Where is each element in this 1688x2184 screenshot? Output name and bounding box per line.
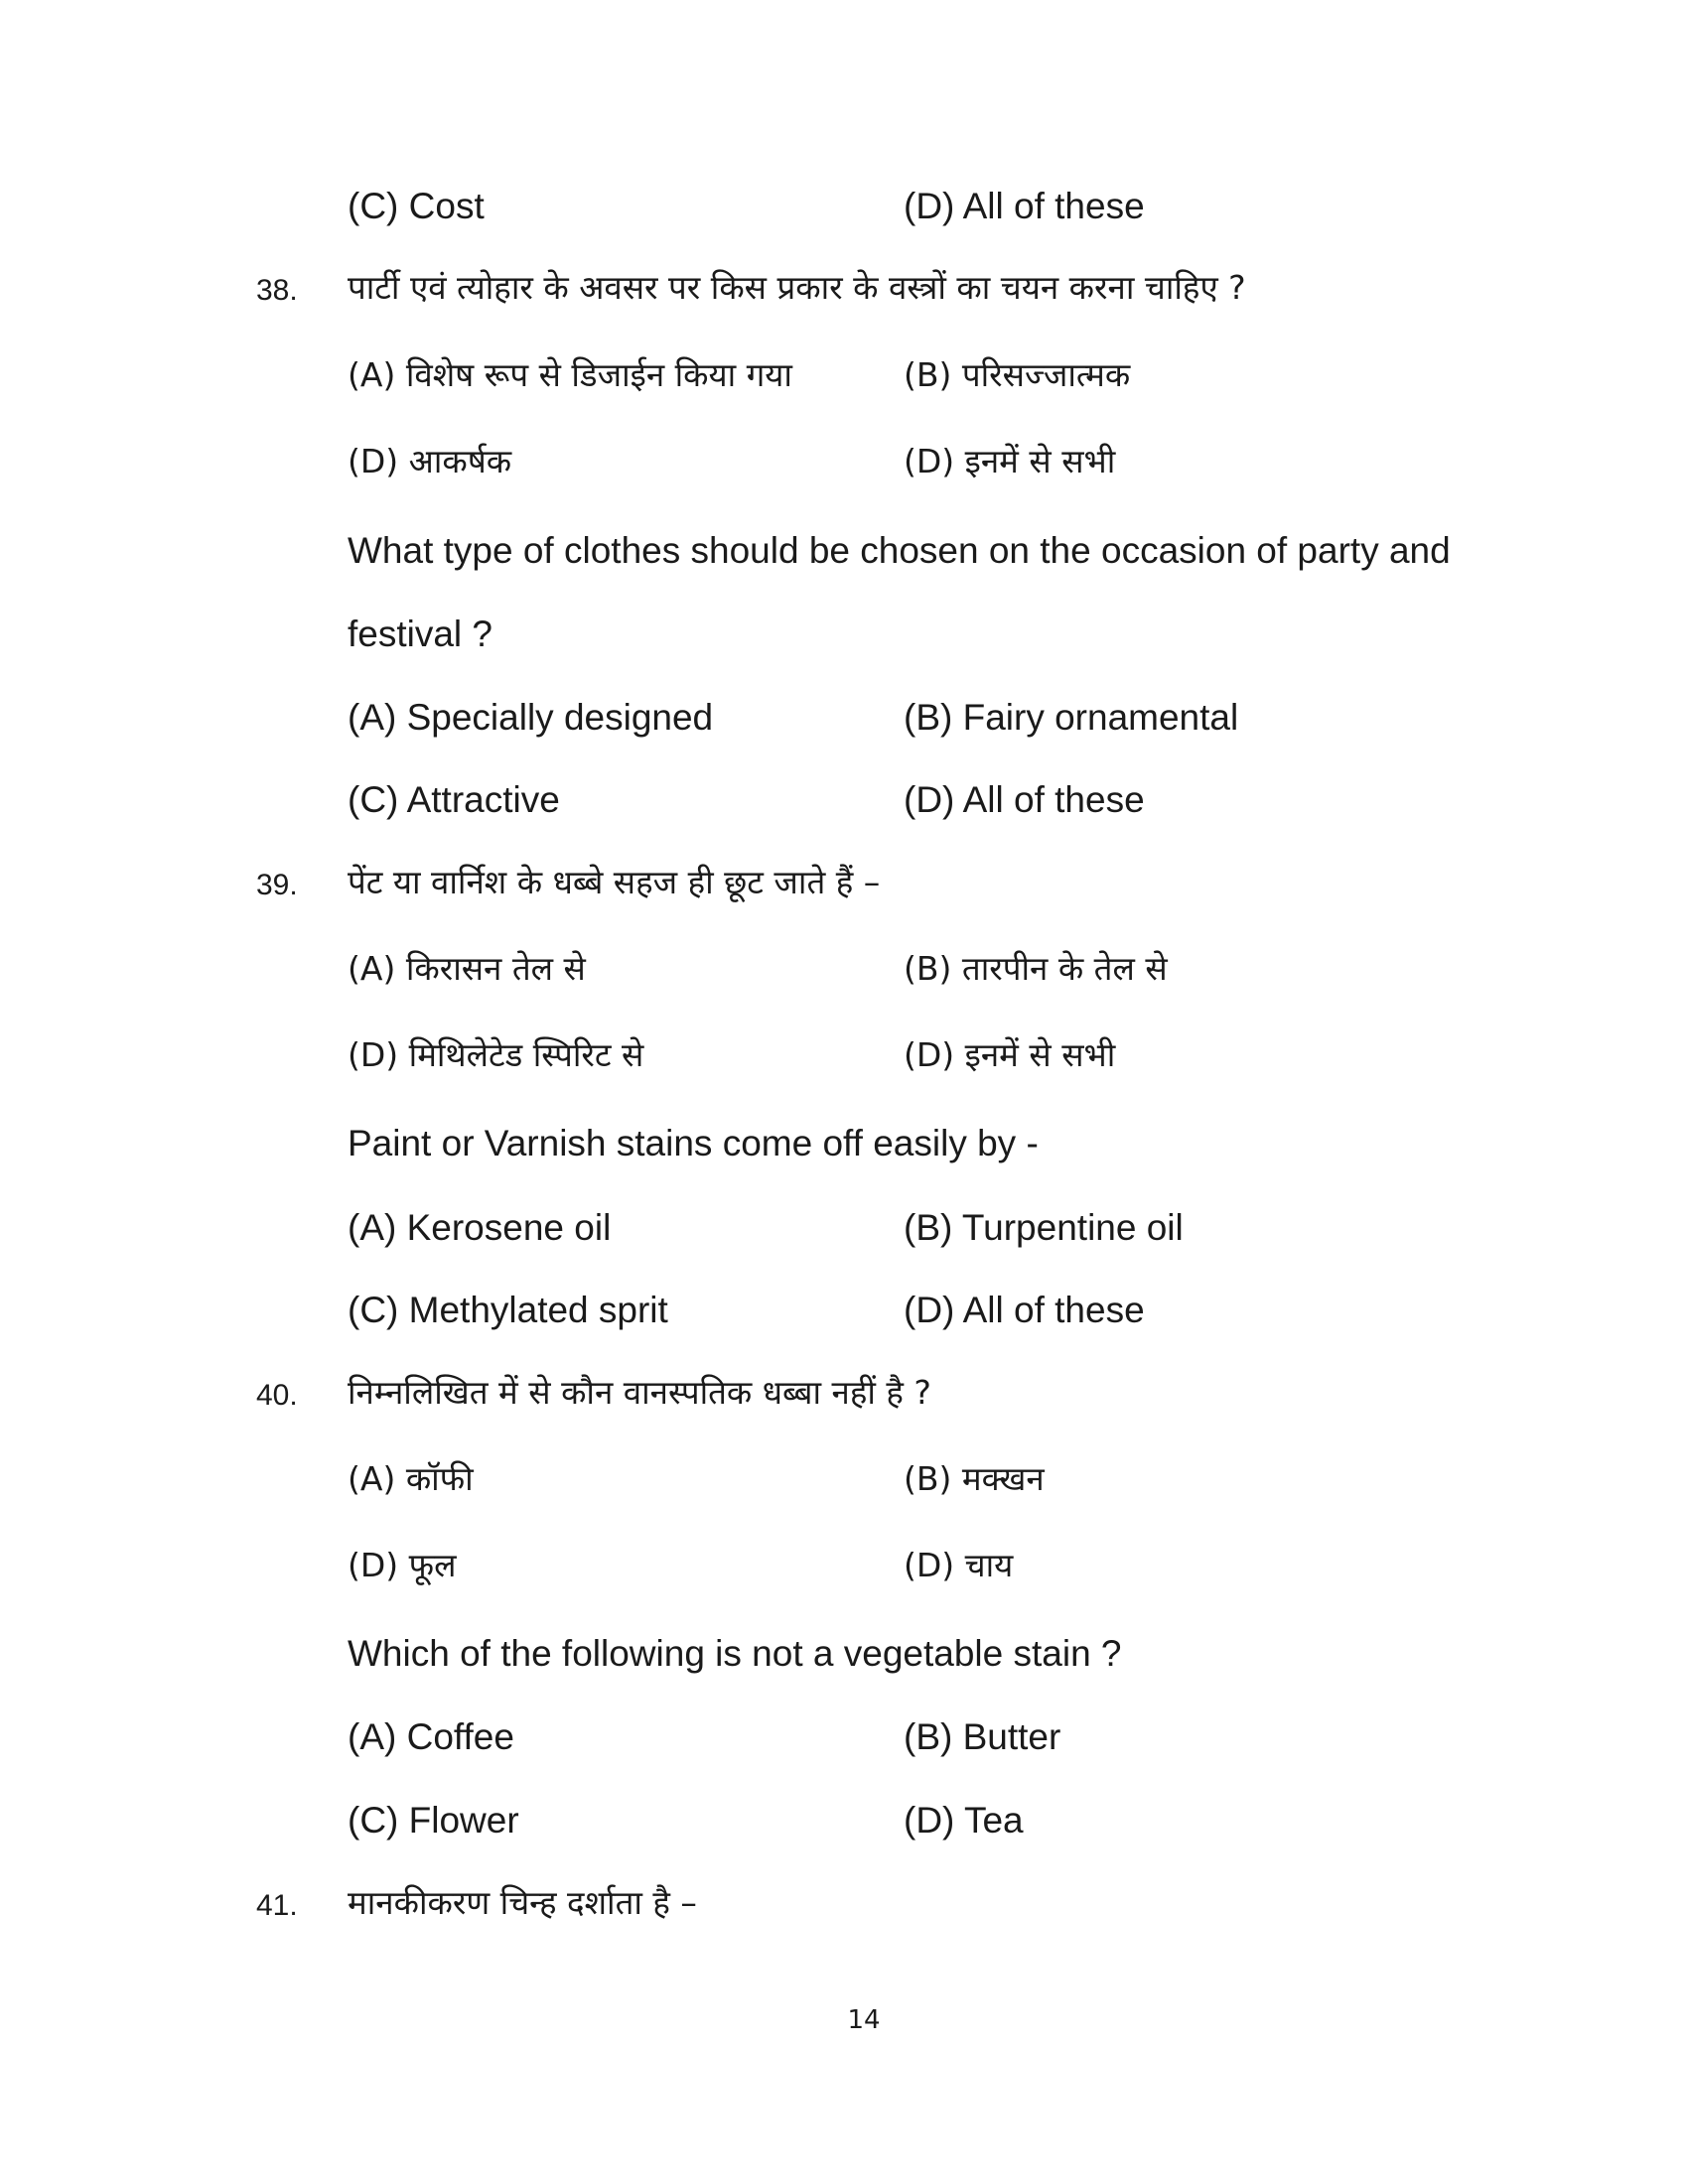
q40-hindi-option-d: (D) चाय — [904, 1546, 1014, 1584]
q38-english-option-d: (D) All of these — [904, 779, 1145, 820]
q40-english-option-c: (C) Flower — [348, 1800, 519, 1841]
question-number-40: 40. — [256, 1379, 298, 1412]
q38-english-option-b: (B) Fairy ornamental — [904, 697, 1239, 738]
q40-english-option-b: (B) Butter — [904, 1716, 1061, 1757]
q39-english-option-b: (B) Turpentine oil — [904, 1207, 1184, 1248]
q39-hindi-option-b: (B) तारपीन के तेल से — [904, 949, 1168, 988]
q39-hindi-option-c: (D) मिथिलेटेड स्पिरिट से — [348, 1035, 644, 1074]
question-39-hindi: पेंट या वार्निश के धब्बे सहज ही छूट जाते हैं – — [348, 863, 881, 901]
q38-english-option-c: (C) Attractive — [348, 779, 560, 820]
q40-english-option-d: (D) Tea — [904, 1800, 1024, 1841]
question-40-english: Which of the following is not a vegetable stain ? — [348, 1633, 1122, 1674]
q39-english-option-d: (D) All of these — [904, 1290, 1145, 1330]
q38-english-option-a: (A) Specially designed — [348, 697, 714, 738]
q39-english-option-c: (C) Methylated sprit — [348, 1290, 668, 1330]
question-38-hindi: पार्टी एवं त्योहार के अवसर पर किस प्रकार के वस्त्रों का चयन करना चाहिए ? — [348, 268, 1246, 307]
question-number-39: 39. — [256, 869, 298, 901]
question-number-41: 41. — [256, 1889, 298, 1922]
q38-hindi-option-d: (D) इनमें से सभी — [904, 442, 1116, 480]
q40-english-option-a: (A) Coffee — [348, 1716, 514, 1757]
question-41-hindi: मानकीकरण चिन्ह दर्शाता है – — [348, 1883, 697, 1922]
q40-hindi-option-c: (D) फूल — [348, 1546, 457, 1584]
q40-hindi-option-b: (B) मक्खन — [904, 1459, 1045, 1498]
q39-hindi-option-d: (D) इनमें से सभी — [904, 1035, 1116, 1074]
question-40-hindi: निम्नलिखित में से कौन वानस्पतिक धब्बा नहीं है ? — [348, 1373, 931, 1412]
question-38-english-line2: festival ? — [348, 614, 493, 654]
page-number: 14 — [847, 2005, 881, 2035]
q39-hindi-option-a: (A) किरासन तेल से — [348, 949, 586, 988]
question-number-38: 38. — [256, 274, 298, 307]
option-d-all: (D) All of these — [904, 186, 1145, 226]
q38-hindi-option-a: (A) विशेष रूप से डिजाईन किया गया — [348, 355, 792, 394]
q39-english-option-a: (A) Kerosene oil — [348, 1207, 612, 1248]
question-39-english: Paint or Varnish stains come off easily by - — [348, 1123, 1039, 1163]
q38-hindi-option-c: (D) आकर्षक — [348, 442, 512, 480]
q40-hindi-option-a: (A) कॉफी — [348, 1459, 474, 1498]
option-c-cost: (C) Cost — [348, 186, 485, 226]
q38-hindi-option-b: (B) परिसज्जात्मक — [904, 355, 1131, 394]
question-38-english-line1: What type of clothes should be chosen on the occasion of party and — [348, 530, 1451, 571]
